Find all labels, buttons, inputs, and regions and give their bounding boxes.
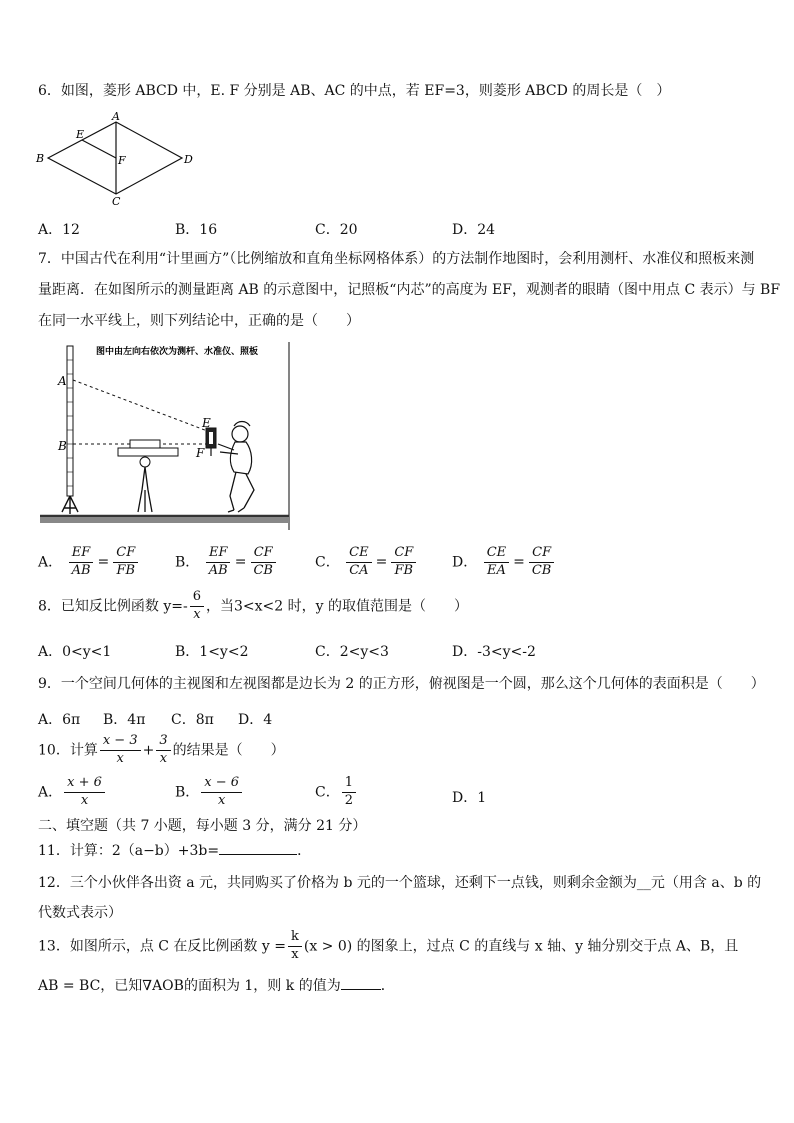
q8-option-b: B．1<y<2 <box>175 644 249 660</box>
rhombus-figure <box>30 108 205 208</box>
q7-line-3: 在同一水平线上，则下列结论中，正确的是（ ） <box>38 313 360 329</box>
q7-option-b <box>175 546 278 579</box>
option-fraction <box>201 776 242 809</box>
q7-line-2: 量距离．在如图所示的测量距离 AB 的示意图中，记照板“内芯”的高度为 EF，观测者的眼睛（图中用点 C 表示）与 BF <box>38 282 781 298</box>
q11-pre: 11．计算：2（a−b）+3b= <box>38 843 220 859</box>
denominator: CB <box>253 562 273 578</box>
q8-option-d: D．-3<y<-2 <box>452 644 536 660</box>
fraction-left <box>69 546 94 579</box>
fraction-right <box>250 546 276 579</box>
label-E: E <box>202 416 211 430</box>
numerator: k <box>288 930 302 947</box>
label-F: F <box>196 446 205 460</box>
q8-option-c: C．2<y<3 <box>315 644 389 660</box>
q8-post: ，当3<x<2 时，y 的取值范围是（ ） <box>206 598 468 615</box>
q9-option-d: D．4 <box>238 712 273 728</box>
triangle-aob: ∇AOB <box>142 978 184 994</box>
numerator: EF <box>206 546 231 563</box>
q10-text <box>38 734 285 767</box>
q7-option-d <box>452 546 556 579</box>
q7-option-c <box>315 546 418 579</box>
numerator: CF <box>391 546 416 563</box>
q13-pre: 13．如图所示，点 C 在反比例函数 y = <box>38 938 286 955</box>
q10-fraction-1 <box>100 734 141 767</box>
option-label: A． <box>38 784 63 801</box>
q6-option-b: B．16 <box>175 222 218 238</box>
q12-line-1: 12．三个小伙伴各出资 a 元，共同购买了价格为 b 元的一个篮球，还剩下一点钱，则剩余金额为__元（用含 a、b 的 <box>38 875 762 891</box>
surveying-figure <box>38 340 296 532</box>
numerator: x − 3 <box>100 734 141 751</box>
numerator: CF <box>113 546 138 563</box>
denominator: CA <box>349 562 369 578</box>
plus-sign: + <box>142 742 155 759</box>
q6-option-d: D．24 <box>452 222 496 238</box>
q9-option-b: B．4π <box>103 712 146 728</box>
option-label: D． <box>452 554 478 571</box>
section-heading: 二、填空题（共 7 小题，每小题 3 分，满分 21 分） <box>38 818 367 834</box>
q13-fraction <box>288 930 302 963</box>
q12-line-2: 代数式表示） <box>38 905 122 921</box>
numerator: x − 6 <box>201 776 242 793</box>
q9-option-c: C．8π <box>171 712 214 728</box>
numerator: 1 <box>342 776 356 793</box>
label-B: B <box>36 152 45 165</box>
denominator: CB <box>531 562 552 578</box>
label-A: A <box>58 374 67 388</box>
denominator: AB <box>208 562 228 578</box>
option-fraction <box>64 776 105 809</box>
answer-blank[interactable] <box>219 854 297 855</box>
q13-line2-pre: AB = BC，已知 <box>38 978 143 994</box>
option-label: C． <box>315 554 340 571</box>
numerator: CF <box>251 546 276 563</box>
equals-sign: = <box>97 554 110 571</box>
numerator: 3 <box>156 734 170 751</box>
label-F: F <box>118 154 126 167</box>
q13-mid: (x > 0) 的图象上，过点 C 的直线与 x 轴、y 轴分别交于点 A、B，且 <box>303 938 739 955</box>
fraction-right <box>529 546 555 579</box>
q8-option-a: A．0<y<1 <box>38 644 112 660</box>
q10-fraction-2 <box>156 734 170 767</box>
label-B: B <box>58 439 67 453</box>
q10-option-b <box>175 776 244 809</box>
label-C: C <box>112 195 121 208</box>
q6-text: 6．如图，菱形 ABCD 中，E. F 分别是 AB、AC 的中点，若 EF=3，则菱形 ABCD 的周长是（ ） <box>38 83 671 99</box>
q6-option-a: A．12 <box>38 222 80 238</box>
denominator: x <box>80 792 89 808</box>
q9-text: 9．一个空间几何体的主视图和左视图都是边长为 2 的正方形，俯视图是一个圆，那么这个几何体的表面积是（ ） <box>38 676 765 692</box>
numerator: EF <box>69 546 94 563</box>
q8-pre: 8．已知反比例函数 y=- <box>38 598 188 615</box>
denominator: FB <box>394 562 414 578</box>
denominator: x <box>193 606 201 622</box>
denominator: 2 <box>344 792 353 808</box>
q6-option-c: C．20 <box>315 222 358 238</box>
q10-option-c <box>315 776 358 809</box>
q10-option-d: D．1 <box>452 790 487 806</box>
fraction-left <box>206 546 231 579</box>
option-label: A． <box>38 554 63 571</box>
denominator: x <box>218 792 226 808</box>
q10-pre: 10．计算 <box>38 742 98 759</box>
q9-option-a: A．6π <box>38 712 81 728</box>
q13-line-2 <box>38 979 395 993</box>
fraction-right <box>113 546 138 579</box>
q13-line-1 <box>38 930 738 963</box>
numerator: CE <box>484 546 509 563</box>
numerator: x + 6 <box>64 776 105 793</box>
q8-fraction <box>190 590 204 623</box>
denominator: FB <box>116 562 136 578</box>
numerator: 6 <box>190 590 204 607</box>
q13-end: ． <box>380 978 395 994</box>
equals-sign: = <box>375 554 388 571</box>
option-label: B． <box>175 554 200 571</box>
numerator: CE <box>346 546 371 563</box>
q10-option-a <box>38 776 107 809</box>
numerator: CF <box>529 546 554 563</box>
q11-post: ． <box>297 843 312 859</box>
q7-option-a <box>38 546 140 579</box>
denominator: AB <box>71 562 91 578</box>
denominator: EA <box>486 562 506 578</box>
figure-caption: 图中由左向右依次为测杆、水准仪、照板 <box>96 347 259 357</box>
fraction-left <box>484 546 509 579</box>
option-fraction <box>342 776 356 809</box>
option-label: C． <box>315 784 340 801</box>
label-E: E <box>76 128 85 141</box>
equals-sign: = <box>513 554 525 571</box>
q7-line-1: 7．中国古代在利用“计里画方”（比例缩放和直角坐标网格体系）的方法制作地图时，会利用测杆、水准仪和照板来测 <box>38 251 755 267</box>
denominator: x <box>291 946 299 962</box>
equals-sign: = <box>234 554 247 571</box>
denominator: x <box>116 750 124 766</box>
q13-line2-post: 的面积为 1，则 k 的值为 <box>183 978 341 994</box>
q11-text <box>38 844 311 858</box>
denominator: x <box>159 750 168 766</box>
option-label: B． <box>175 784 200 801</box>
fraction-left <box>346 546 371 579</box>
fraction-right <box>391 546 416 579</box>
q8-text <box>38 590 468 623</box>
label-A: A <box>112 110 120 123</box>
q10-post: 的结果是（ ） <box>172 742 285 759</box>
label-D: D <box>184 153 193 166</box>
answer-blank[interactable] <box>341 989 381 990</box>
